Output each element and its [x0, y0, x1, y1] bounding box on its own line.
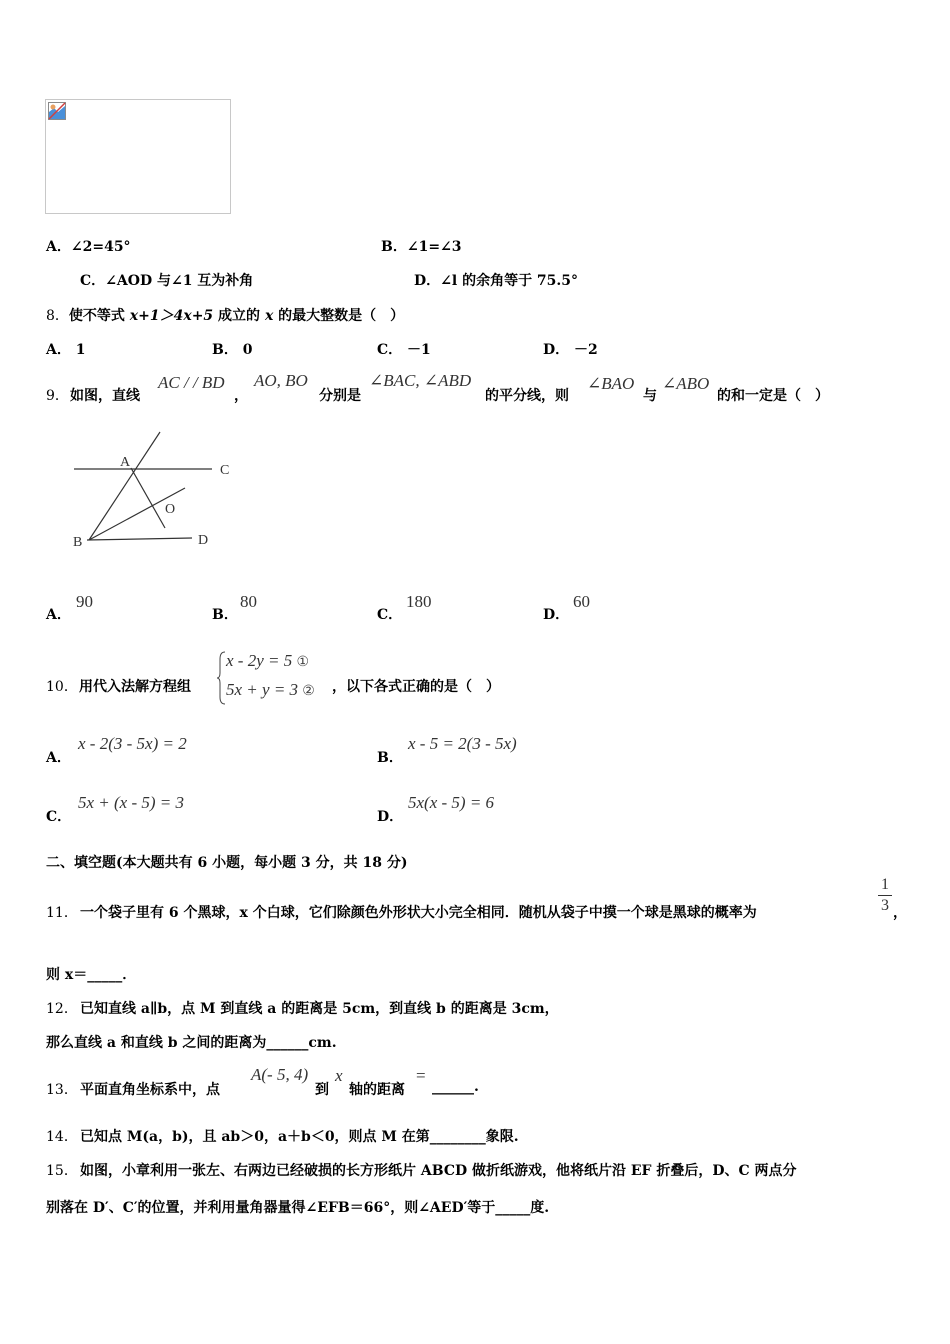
q14-number: 14．: [46, 1129, 78, 1145]
q10-equation-2: [226, 680, 315, 700]
q10-option-c-value: 5x + (x - 5) = 3: [78, 793, 185, 812]
q9-geometry-figure: [70, 428, 240, 553]
q7-option-d[interactable]: [414, 270, 578, 290]
q14-text: 已知点 M(a，b)，且 ab＞0，a＋b＜0，则点 M 在第________象限.: [80, 1129, 519, 1145]
fraction-denominator: 3: [881, 897, 889, 914]
option-text: ∠l 的余角等于 75.5°: [440, 273, 579, 289]
q8-option-d[interactable]: D． －2: [543, 342, 598, 358]
equation-text: x - 2y = 5: [226, 651, 293, 670]
q13-blank: ______.: [432, 1079, 479, 1095]
stem-text: 使不等式: [68, 308, 130, 324]
inequality: x+1＞4x+5: [129, 308, 214, 324]
q9-option-d-value: 60: [573, 592, 590, 611]
q9-option-a-value: 90: [76, 592, 93, 611]
q10-equation-1: [226, 651, 309, 671]
q10-option-b-value: x - 5 = 2(3 - 5x): [408, 734, 517, 753]
option-text: ∠1=∠3: [406, 239, 462, 255]
line-ao: [131, 468, 165, 528]
q13-text-2: 到: [315, 1082, 329, 1098]
q9-math-angles: ∠BAC, ∠ABD: [369, 371, 472, 390]
option-text: ∠2=45°: [70, 239, 131, 255]
option-label: D．: [414, 273, 441, 289]
variable: x: [264, 308, 274, 324]
q9-math-abo: ∠ABO: [662, 374, 710, 393]
q12-number: 12．: [46, 1001, 78, 1017]
option-label: C．: [80, 273, 106, 289]
q11-fraction: [878, 876, 892, 915]
figure-label-d: D: [198, 533, 209, 548]
q9-option-c-label[interactable]: C．: [377, 607, 403, 623]
q9-option-a-label[interactable]: A．: [46, 607, 71, 623]
q9-option-b-label[interactable]: B．: [212, 607, 238, 623]
q9-text-4: 的平分线，则: [485, 388, 569, 404]
q13-number: 13．: [46, 1082, 78, 1098]
option-text: ∠AOD 与∠1 互为补角: [105, 273, 254, 289]
q13-axis-var: x: [335, 1066, 343, 1085]
option-label: B．: [381, 239, 407, 255]
q10-option-c-label[interactable]: C．: [46, 809, 72, 825]
equation-text: 5x + y = 3: [226, 680, 299, 699]
equation-mark: ①: [296, 655, 310, 670]
q9-math-parallel: AC / / BD: [158, 373, 225, 392]
q10-text-1: 用代入法解方程组: [79, 679, 191, 695]
line-ba-extended: [89, 432, 160, 540]
section-title-fill-in: 二、填空题(本大题共有 6 小题，每小题 3 分，共 18 分): [46, 855, 408, 871]
q13-point: A(- 5, 4): [251, 1065, 309, 1084]
fraction-numerator: 1: [881, 876, 889, 893]
q15-line-2: 别落在 D′、C′的位置，并利用量角器量得∠EFB＝66°，则∠AED′等于_____度.: [46, 1200, 550, 1216]
q13-equals: =: [416, 1066, 426, 1085]
q9-option-b-value: 80: [240, 592, 257, 611]
stem-text: 的最大整数是（ ）: [273, 308, 405, 324]
line-bd: [87, 538, 192, 540]
equation-mark: ②: [302, 684, 315, 699]
question-number: 8．: [46, 308, 69, 324]
figure-label-a: A: [120, 455, 131, 470]
q8-option-a[interactable]: A． 1: [46, 342, 86, 358]
q13-text-1: 平面直角坐标系中，点: [80, 1082, 220, 1098]
q9-text-6: 的和一定是（ ）: [717, 388, 829, 404]
q7-option-a[interactable]: [46, 236, 131, 256]
q9-text-2: ，: [234, 388, 248, 404]
q12-line-2: 那么直线 a 和直线 b 之间的距离为______cm.: [46, 1035, 337, 1051]
q11-comma: ，: [893, 905, 907, 921]
q9-text-1: 如图，直线: [70, 388, 140, 404]
option-label: A．: [46, 239, 71, 255]
q10-option-b-label[interactable]: B．: [377, 750, 403, 766]
q15-line-1: 如图，小章利用一张左、右两边已经破损的长方形纸片 ABCD 做折纸游戏，他将纸片沿 EF 折叠后，D、C 两点分: [80, 1163, 797, 1179]
q7-option-b[interactable]: [381, 236, 462, 256]
figure-label-b: B: [73, 535, 83, 550]
q10-option-a-value: x - 2(3 - 5x) = 2: [78, 734, 187, 753]
q9-math-bao: ∠BAO: [587, 374, 635, 393]
q12-line-1: 已知直线 a∥b，点 M 到直线 a 的距离是 5cm，到直线 b 的距离是 3cm，: [80, 1001, 559, 1017]
q8-option-c[interactable]: C． －1: [377, 342, 431, 358]
q8-stem: [46, 305, 404, 325]
broken-image-placeholder: [45, 99, 231, 214]
q10-option-a-label[interactable]: A．: [46, 750, 71, 766]
q10-number: 10．: [46, 679, 78, 695]
q10-text-2: ，以下各式正确的是（ ）: [332, 679, 500, 695]
q9-number: 9．: [46, 388, 69, 404]
q7-option-c[interactable]: [80, 270, 253, 290]
broken-image-icon: [48, 102, 66, 120]
q11-text: 一个袋子里有 6 个黑球，x 个白球，它们除颜色外形状大小完全相同．随机从袋子中摸一个球是黑球的概率为: [80, 905, 757, 921]
q11-number: 11．: [46, 905, 78, 921]
q9-math-bisectors: AO, BO: [254, 371, 308, 390]
q9-option-d-label[interactable]: D．: [543, 607, 570, 623]
q10-option-d-value: 5x(x - 5) = 6: [408, 793, 495, 812]
q11-answer-line: 则 x＝_____．: [46, 967, 137, 983]
q15-number: 15．: [46, 1163, 78, 1179]
q13-text-3: 轴的距离: [349, 1082, 405, 1098]
q9-text-5: 与: [643, 388, 657, 404]
figure-label-o: O: [165, 502, 176, 517]
fraction-bar: [878, 895, 892, 896]
q8-option-b[interactable]: B． 0: [212, 342, 253, 358]
q9-option-c-value: 180: [406, 592, 432, 611]
figure-label-c: C: [220, 463, 230, 478]
q10-option-d-label[interactable]: D．: [377, 809, 404, 825]
stem-text: 成立的: [213, 308, 265, 324]
q9-text-3: 分别是: [319, 388, 361, 404]
